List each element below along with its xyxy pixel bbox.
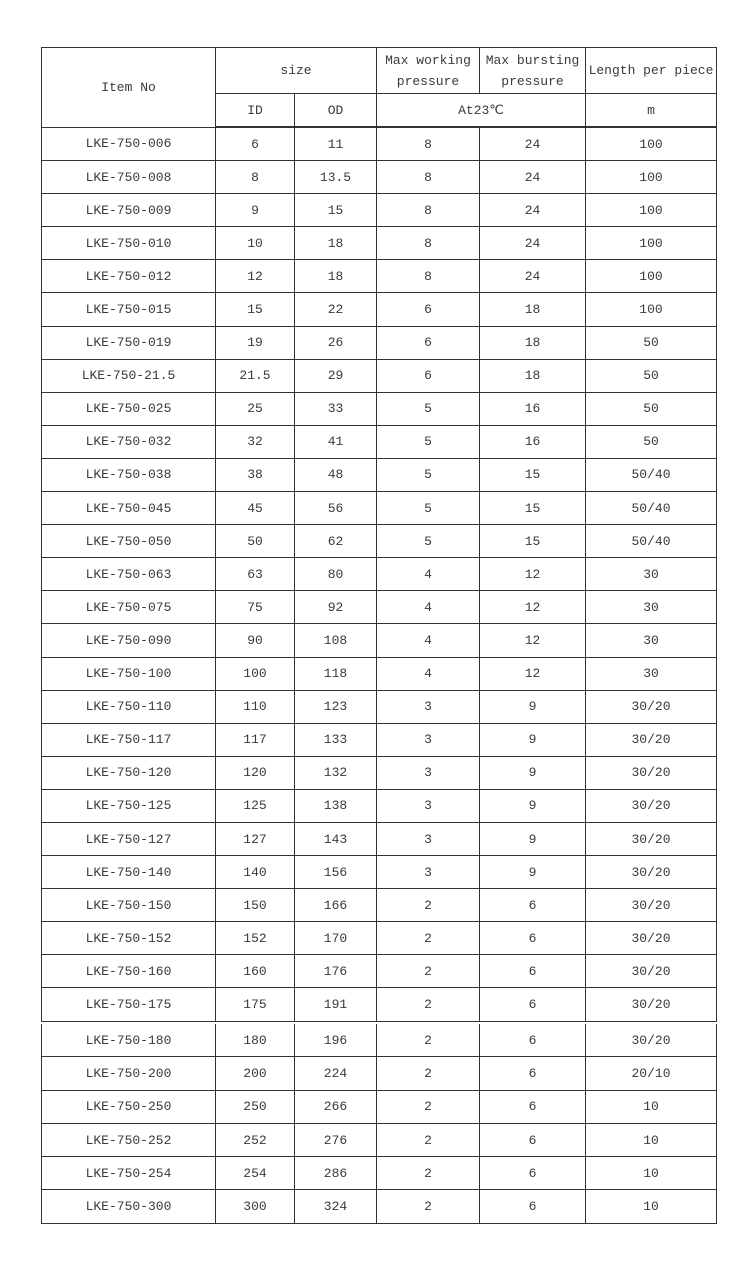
cell-item-no: LKE-750-006: [42, 127, 216, 161]
cell-max-working-pressure: 6: [377, 326, 480, 359]
cell-item-no: LKE-750-120: [42, 756, 216, 789]
cell-max-bursting-pressure: 12: [480, 591, 586, 624]
cell-max-bursting-pressure: 15: [480, 492, 586, 525]
cell-length-per-piece: 50: [586, 392, 717, 425]
cell-max-working-pressure: 4: [377, 657, 480, 690]
table-row: [42, 1157, 717, 1190]
cell-item-no: LKE-750-140: [42, 856, 216, 889]
cell-length-per-piece: 30/20: [586, 988, 717, 1021]
cell-item-no: LKE-750-254: [42, 1157, 216, 1190]
cell-od: 56: [295, 492, 377, 525]
cell-max-bursting-pressure: 24: [480, 260, 586, 293]
cell-length-per-piece: 30/20: [586, 856, 717, 889]
cell-max-bursting-pressure: 6: [480, 1024, 586, 1057]
cell-length-per-piece: 50: [586, 359, 717, 392]
cell-length-per-piece: 30/20: [586, 822, 717, 855]
cell-item-no: LKE-750-008: [42, 161, 216, 194]
cell-item-no: LKE-750-010: [42, 227, 216, 260]
cell-max-working-pressure: 2: [377, 1157, 480, 1190]
table-row: [42, 1024, 717, 1057]
table-row: [42, 1090, 717, 1123]
cell-max-working-pressure: 5: [377, 458, 480, 491]
cell-id: 8: [216, 161, 295, 194]
cell-max-bursting-pressure: 18: [480, 293, 586, 326]
cell-length-per-piece: 50: [586, 326, 717, 359]
cell-id: 250: [216, 1090, 295, 1123]
cell-length-per-piece: 50/40: [586, 525, 717, 558]
cell-max-working-pressure: 8: [377, 194, 480, 227]
cell-od: 18: [295, 260, 377, 293]
cell-od: 92: [295, 591, 377, 624]
table-row: [42, 492, 717, 525]
cell-max-working-pressure: 3: [377, 856, 480, 889]
cell-id: 100: [216, 657, 295, 690]
cell-item-no: LKE-750-300: [42, 1190, 216, 1223]
cell-max-working-pressure: 3: [377, 822, 480, 855]
table-row: [42, 525, 717, 558]
cell-max-bursting-pressure: 12: [480, 657, 586, 690]
cell-od: 80: [295, 558, 377, 591]
cell-id: 25: [216, 392, 295, 425]
cell-od: 18: [295, 227, 377, 260]
cell-item-no: LKE-750-252: [42, 1123, 216, 1156]
cell-od: 176: [295, 955, 377, 988]
cell-id: 200: [216, 1057, 295, 1090]
cell-od: 196: [295, 1024, 377, 1057]
cell-max-bursting-pressure: 9: [480, 756, 586, 789]
cell-length-per-piece: 50: [586, 425, 717, 458]
header-max-bursting-pressure: Max bursting pressure: [480, 48, 586, 94]
cell-id: 127: [216, 822, 295, 855]
cell-id: 175: [216, 988, 295, 1021]
table-row: [42, 657, 717, 690]
cell-id: 150: [216, 889, 295, 922]
table-row: [42, 723, 717, 756]
header-max-working-pressure: Max working pressure: [377, 48, 480, 94]
cell-length-per-piece: 10: [586, 1190, 717, 1223]
cell-od: 166: [295, 889, 377, 922]
spec-table: [41, 47, 717, 1022]
table-row: [42, 955, 717, 988]
cell-item-no: LKE-750-200: [42, 1057, 216, 1090]
cell-id: 252: [216, 1123, 295, 1156]
header-id: ID: [216, 94, 295, 128]
cell-id: 90: [216, 624, 295, 657]
table-row: [42, 591, 717, 624]
cell-item-no: LKE-750-045: [42, 492, 216, 525]
cell-max-working-pressure: 2: [377, 1190, 480, 1223]
cell-max-working-pressure: 2: [377, 988, 480, 1021]
cell-max-working-pressure: 2: [377, 1123, 480, 1156]
cell-max-bursting-pressure: 9: [480, 723, 586, 756]
cell-max-working-pressure: 8: [377, 127, 480, 161]
header-od: OD: [295, 94, 377, 128]
cell-max-bursting-pressure: 9: [480, 789, 586, 822]
cell-id: 15: [216, 293, 295, 326]
cell-max-bursting-pressure: 6: [480, 1190, 586, 1223]
cell-id: 254: [216, 1157, 295, 1190]
cell-length-per-piece: 30/20: [586, 690, 717, 723]
cell-item-no: LKE-750-127: [42, 822, 216, 855]
cell-max-working-pressure: 2: [377, 1024, 480, 1057]
table-row: [42, 690, 717, 723]
cell-max-bursting-pressure: 15: [480, 458, 586, 491]
cell-max-working-pressure: 6: [377, 293, 480, 326]
cell-od: 191: [295, 988, 377, 1021]
table-row: [42, 293, 717, 326]
cell-max-working-pressure: 3: [377, 690, 480, 723]
cell-max-bursting-pressure: 24: [480, 194, 586, 227]
cell-item-no: LKE-750-012: [42, 260, 216, 293]
table-row: [42, 789, 717, 822]
header-pressure-condition: At23℃: [377, 94, 586, 128]
cell-max-bursting-pressure: 6: [480, 988, 586, 1021]
cell-od: 132: [295, 756, 377, 789]
cell-od: 26: [295, 326, 377, 359]
cell-od: 29: [295, 359, 377, 392]
cell-id: 75: [216, 591, 295, 624]
table-row: [42, 988, 717, 1021]
cell-max-bursting-pressure: 9: [480, 690, 586, 723]
cell-id: 9: [216, 194, 295, 227]
table-row: [42, 425, 717, 458]
cell-od: 143: [295, 822, 377, 855]
header-length-per-piece: Length per piece: [586, 48, 717, 94]
cell-item-no: LKE-750-075: [42, 591, 216, 624]
cell-max-bursting-pressure: 12: [480, 624, 586, 657]
cell-item-no: LKE-750-032: [42, 425, 216, 458]
cell-od: 22: [295, 293, 377, 326]
cell-item-no: LKE-750-025: [42, 392, 216, 425]
cell-length-per-piece: 30: [586, 624, 717, 657]
cell-od: 156: [295, 856, 377, 889]
cell-od: 276: [295, 1123, 377, 1156]
cell-max-working-pressure: 2: [377, 889, 480, 922]
header-item-no: Item No: [42, 48, 216, 128]
cell-od: 118: [295, 657, 377, 690]
table-row: [42, 1057, 717, 1090]
cell-od: 15: [295, 194, 377, 227]
cell-od: 48: [295, 458, 377, 491]
cell-item-no: LKE-750-063: [42, 558, 216, 591]
cell-max-working-pressure: 8: [377, 227, 480, 260]
cell-od: 224: [295, 1057, 377, 1090]
cell-id: 10: [216, 227, 295, 260]
cell-length-per-piece: 10: [586, 1123, 717, 1156]
cell-id: 180: [216, 1024, 295, 1057]
cell-length-per-piece: 100: [586, 260, 717, 293]
cell-max-working-pressure: 5: [377, 492, 480, 525]
cell-length-per-piece: 100: [586, 194, 717, 227]
cell-max-bursting-pressure: 24: [480, 127, 586, 161]
cell-length-per-piece: 50/40: [586, 458, 717, 491]
cell-id: 21.5: [216, 359, 295, 392]
cell-od: 123: [295, 690, 377, 723]
cell-max-working-pressure: 2: [377, 955, 480, 988]
cell-id: 19: [216, 326, 295, 359]
cell-item-no: LKE-750-21.5: [42, 359, 216, 392]
table-row: [42, 161, 717, 194]
cell-max-bursting-pressure: 6: [480, 889, 586, 922]
cell-id: 125: [216, 789, 295, 822]
header-length-unit: m: [586, 94, 717, 128]
cell-id: 32: [216, 425, 295, 458]
header-row-1: [42, 48, 717, 94]
cell-id: 117: [216, 723, 295, 756]
cell-length-per-piece: 100: [586, 161, 717, 194]
cell-id: 63: [216, 558, 295, 591]
cell-od: 108: [295, 624, 377, 657]
cell-max-bursting-pressure: 6: [480, 1057, 586, 1090]
cell-id: 300: [216, 1190, 295, 1223]
table-row: [42, 856, 717, 889]
cell-max-bursting-pressure: 9: [480, 856, 586, 889]
cell-max-bursting-pressure: 6: [480, 922, 586, 955]
cell-item-no: LKE-750-180: [42, 1024, 216, 1057]
header-size: size: [216, 48, 377, 94]
table-row: [42, 624, 717, 657]
cell-od: 170: [295, 922, 377, 955]
cell-od: 286: [295, 1157, 377, 1190]
cell-length-per-piece: 30: [586, 558, 717, 591]
cell-length-per-piece: 30/20: [586, 922, 717, 955]
cell-max-working-pressure: 3: [377, 756, 480, 789]
cell-max-working-pressure: 5: [377, 392, 480, 425]
cell-max-bursting-pressure: 18: [480, 359, 586, 392]
cell-max-bursting-pressure: 16: [480, 425, 586, 458]
cell-id: 12: [216, 260, 295, 293]
cell-max-bursting-pressure: 6: [480, 1157, 586, 1190]
cell-item-no: LKE-750-150: [42, 889, 216, 922]
cell-od: 138: [295, 789, 377, 822]
cell-od: 33: [295, 392, 377, 425]
table-row: [42, 359, 717, 392]
cell-id: 50: [216, 525, 295, 558]
cell-length-per-piece: 30/20: [586, 789, 717, 822]
table-row: [42, 1190, 717, 1223]
table-row: [42, 392, 717, 425]
cell-max-working-pressure: 4: [377, 591, 480, 624]
cell-length-per-piece: 30: [586, 591, 717, 624]
cell-item-no: LKE-750-038: [42, 458, 216, 491]
cell-max-bursting-pressure: 9: [480, 822, 586, 855]
cell-id: 160: [216, 955, 295, 988]
cell-max-working-pressure: 2: [377, 1057, 480, 1090]
cell-od: 266: [295, 1090, 377, 1123]
table-row: [42, 1123, 717, 1156]
cell-id: 38: [216, 458, 295, 491]
cell-max-bursting-pressure: 24: [480, 227, 586, 260]
cell-max-bursting-pressure: 18: [480, 326, 586, 359]
cell-item-no: LKE-750-175: [42, 988, 216, 1021]
cell-item-no: LKE-750-160: [42, 955, 216, 988]
cell-length-per-piece: 100: [586, 227, 717, 260]
cell-max-bursting-pressure: 24: [480, 161, 586, 194]
cell-item-no: LKE-750-125: [42, 789, 216, 822]
cell-length-per-piece: 30/20: [586, 756, 717, 789]
cell-item-no: LKE-750-117: [42, 723, 216, 756]
cell-id: 6: [216, 127, 295, 161]
cell-max-working-pressure: 2: [377, 1090, 480, 1123]
cell-max-working-pressure: 2: [377, 922, 480, 955]
cell-item-no: LKE-750-015: [42, 293, 216, 326]
cell-max-working-pressure: 3: [377, 723, 480, 756]
cell-od: 62: [295, 525, 377, 558]
cell-od: 41: [295, 425, 377, 458]
cell-id: 120: [216, 756, 295, 789]
cell-max-working-pressure: 4: [377, 558, 480, 591]
cell-length-per-piece: 30/20: [586, 955, 717, 988]
table-row: [42, 227, 717, 260]
cell-length-per-piece: 100: [586, 127, 717, 161]
cell-max-working-pressure: 3: [377, 789, 480, 822]
table-row: [42, 260, 717, 293]
cell-max-bursting-pressure: 6: [480, 1090, 586, 1123]
cell-id: 140: [216, 856, 295, 889]
table-row: [42, 889, 717, 922]
cell-max-bursting-pressure: 6: [480, 955, 586, 988]
cell-length-per-piece: 10: [586, 1090, 717, 1123]
cell-length-per-piece: 30/20: [586, 1024, 717, 1057]
cell-max-bursting-pressure: 6: [480, 1123, 586, 1156]
cell-od: 11: [295, 127, 377, 161]
cell-id: 45: [216, 492, 295, 525]
cell-id: 110: [216, 690, 295, 723]
cell-length-per-piece: 30/20: [586, 889, 717, 922]
cell-length-per-piece: 30/20: [586, 723, 717, 756]
table-row: [42, 558, 717, 591]
cell-max-bursting-pressure: 15: [480, 525, 586, 558]
cell-item-no: LKE-750-100: [42, 657, 216, 690]
cell-max-working-pressure: 8: [377, 260, 480, 293]
cell-item-no: LKE-750-250: [42, 1090, 216, 1123]
cell-length-per-piece: 50/40: [586, 492, 717, 525]
cell-item-no: LKE-750-152: [42, 922, 216, 955]
cell-length-per-piece: 10: [586, 1157, 717, 1190]
table-row: [42, 922, 717, 955]
table-row: [42, 458, 717, 491]
table-row: [42, 194, 717, 227]
cell-item-no: LKE-750-009: [42, 194, 216, 227]
table-row: [42, 326, 717, 359]
cell-max-working-pressure: 4: [377, 624, 480, 657]
cell-item-no: LKE-750-110: [42, 690, 216, 723]
cell-length-per-piece: 20/10: [586, 1057, 717, 1090]
cell-max-working-pressure: 5: [377, 425, 480, 458]
cell-od: 13.5: [295, 161, 377, 194]
table-row: [42, 756, 717, 789]
cell-max-working-pressure: 5: [377, 525, 480, 558]
cell-max-bursting-pressure: 16: [480, 392, 586, 425]
table-row: [42, 127, 717, 161]
cell-od: 133: [295, 723, 377, 756]
cell-max-working-pressure: 6: [377, 359, 480, 392]
table-row: [42, 822, 717, 855]
cell-item-no: LKE-750-050: [42, 525, 216, 558]
cell-length-per-piece: 30: [586, 657, 717, 690]
cell-id: 152: [216, 922, 295, 955]
cell-length-per-piece: 100: [586, 293, 717, 326]
cell-od: 324: [295, 1190, 377, 1223]
cell-max-bursting-pressure: 12: [480, 558, 586, 591]
spec-table-continued: [41, 1024, 717, 1224]
cell-item-no: LKE-750-090: [42, 624, 216, 657]
cell-max-working-pressure: 8: [377, 161, 480, 194]
cell-item-no: LKE-750-019: [42, 326, 216, 359]
